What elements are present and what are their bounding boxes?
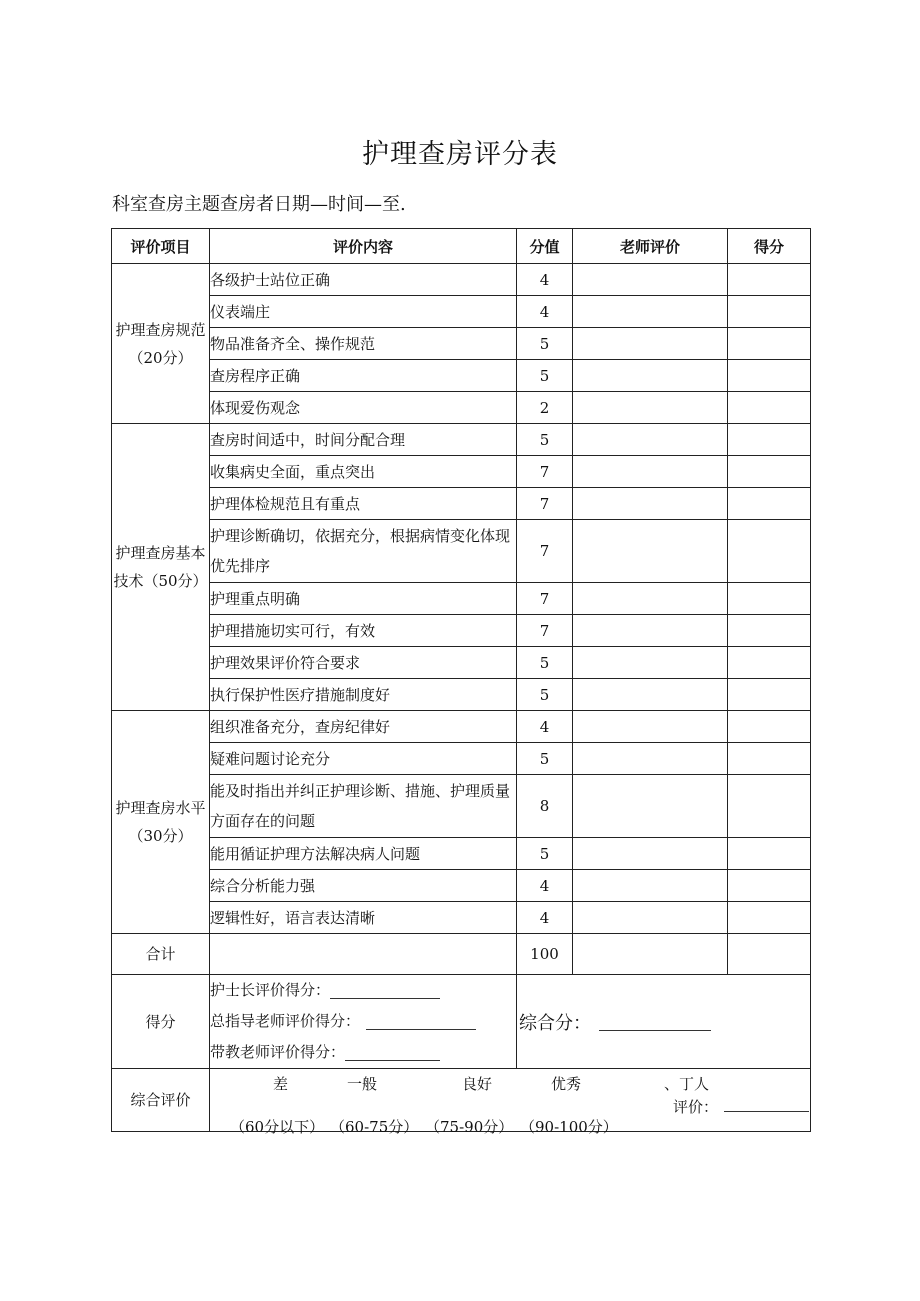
teacher-eval-cell[interactable] xyxy=(573,711,728,743)
header-content: 评价内容 xyxy=(210,229,517,264)
evaluation-blank[interactable] xyxy=(724,1097,809,1112)
range-good: （75-90分） xyxy=(425,1118,514,1136)
total-score-cell[interactable] xyxy=(728,934,811,975)
grade-excellent: 优秀 xyxy=(551,1075,582,1093)
score-cell[interactable] xyxy=(728,488,811,520)
evaluation-label: 评价： xyxy=(673,1098,719,1116)
range-excellent: （90-100分） xyxy=(520,1118,618,1136)
table-row xyxy=(112,838,811,870)
summary-cell xyxy=(210,1069,811,1136)
header-score: 得分 xyxy=(728,229,811,264)
head-nurse-label: 护士长评价得分： xyxy=(210,981,331,999)
item-content: 收集病史全面，重点突出 xyxy=(210,456,517,488)
item-content: 仪表端庄 xyxy=(210,296,517,328)
teacher-eval-cell[interactable] xyxy=(573,775,728,838)
item-points: 5 xyxy=(517,360,573,392)
score-cell[interactable] xyxy=(728,711,811,743)
item-points: 7 xyxy=(517,520,573,583)
item-content: 能用循证护理方法解决病人问题 xyxy=(210,838,517,870)
teacher-eval-cell[interactable] xyxy=(573,424,728,456)
item-content: 综合分析能力强 xyxy=(210,870,517,902)
table-row xyxy=(112,520,811,583)
teacher-eval-cell[interactable] xyxy=(573,679,728,711)
teacher-eval-cell[interactable] xyxy=(573,647,728,679)
teacher-eval-cell[interactable] xyxy=(573,264,728,296)
item-points: 4 xyxy=(517,902,573,934)
summary-label: 综合评价 xyxy=(112,1069,210,1132)
item-content: 查房程序正确 xyxy=(210,360,517,392)
grade-poor: 差 xyxy=(273,1075,289,1093)
score-cell[interactable] xyxy=(728,583,811,615)
teacher-eval-cell[interactable] xyxy=(573,615,728,647)
item-content: 查房时间适中，时间分配合理 xyxy=(210,424,517,456)
score-label: 得分 xyxy=(112,975,210,1069)
teacher-eval-cell[interactable] xyxy=(573,902,728,934)
item-points: 5 xyxy=(517,679,573,711)
score-cell[interactable] xyxy=(728,424,811,456)
total-label: 合计 xyxy=(112,934,210,975)
total-points: 100 xyxy=(517,934,573,975)
head-nurse-line xyxy=(210,975,516,1006)
table-row xyxy=(112,488,811,520)
item-points: 7 xyxy=(517,615,573,647)
header-category: 评价项目 xyxy=(112,229,210,264)
teacher-eval-cell[interactable] xyxy=(573,488,728,520)
score-cell[interactable] xyxy=(728,870,811,902)
teaching-teacher-blank[interactable] xyxy=(345,1046,440,1061)
item-content: 疑难问题讨论充分 xyxy=(210,743,517,775)
teacher-eval-cell[interactable] xyxy=(573,838,728,870)
score-cell[interactable] xyxy=(728,775,811,838)
table-row xyxy=(112,870,811,902)
item-points: 8 xyxy=(517,775,573,838)
table-row xyxy=(112,775,811,838)
item-content: 护理重点明确 xyxy=(210,583,517,615)
composite-blank[interactable] xyxy=(599,1016,711,1031)
page-title: 护理查房评分表 xyxy=(362,139,558,170)
item-points: 4 xyxy=(517,264,573,296)
item-points: 4 xyxy=(517,870,573,902)
score-row xyxy=(112,975,811,1069)
item-content: 护理效果评价符合要求 xyxy=(210,647,517,679)
scoring-table xyxy=(111,228,811,1136)
teacher-eval-cell[interactable] xyxy=(573,743,728,775)
item-content: 体现爱伤观念 xyxy=(210,392,517,424)
teacher-eval-cell[interactable] xyxy=(573,328,728,360)
table-row xyxy=(112,328,811,360)
item-points: 5 xyxy=(517,743,573,775)
grade-good: 良好 xyxy=(462,1075,493,1093)
item-points: 4 xyxy=(517,711,573,743)
item-content: 护理体检规范且有重点 xyxy=(210,488,517,520)
score-cell[interactable] xyxy=(728,392,811,424)
score-breakdown xyxy=(210,975,517,1069)
score-cell[interactable] xyxy=(728,647,811,679)
summary-row xyxy=(112,1069,811,1132)
composite-score-cell xyxy=(517,975,811,1069)
table-row xyxy=(112,296,811,328)
score-cell[interactable] xyxy=(728,360,811,392)
item-content: 护理措施切实可行，有效 xyxy=(210,615,517,647)
item-points: 5 xyxy=(517,838,573,870)
score-cell[interactable] xyxy=(728,328,811,360)
header-points: 分值 xyxy=(517,229,573,264)
table-row xyxy=(112,392,811,424)
chief-teacher-blank[interactable] xyxy=(366,1015,476,1030)
total-row xyxy=(112,934,811,975)
item-content: 物品准备齐全、操作规范 xyxy=(210,328,517,360)
item-content: 执行保护性医疗措施制度好 xyxy=(210,679,517,711)
table-row xyxy=(112,456,811,488)
table-row xyxy=(112,360,811,392)
item-points: 2 xyxy=(517,392,573,424)
item-points: 7 xyxy=(517,583,573,615)
teacher-eval-cell[interactable] xyxy=(573,360,728,392)
score-cell[interactable] xyxy=(728,743,811,775)
table-row xyxy=(112,583,811,615)
item-content: 组织准备充分，查房纪律好 xyxy=(210,711,517,743)
form-subtitle: 科室查房主题查房者日期—时间—至. xyxy=(112,194,406,215)
table-row xyxy=(112,647,811,679)
category-cell: 护理查房规范（20分） xyxy=(112,264,210,424)
teacher-eval-cell[interactable] xyxy=(573,583,728,615)
score-cell[interactable] xyxy=(728,902,811,934)
item-points: 7 xyxy=(517,488,573,520)
range-poor: （60分以下） xyxy=(230,1118,325,1136)
category-cell: 护理查房水平（30分） xyxy=(112,711,210,934)
item-content: 各级护士站位正确 xyxy=(210,264,517,296)
chief-teacher-label: 总指导老师评价得分： xyxy=(210,1012,361,1030)
teacher-eval-cell[interactable] xyxy=(573,520,728,583)
item-points: 4 xyxy=(517,296,573,328)
score-cell[interactable] xyxy=(728,615,811,647)
item-content: 护理诊断确切，依据充分，根据病情变化体现优先排序 xyxy=(210,520,517,583)
grade-average: 一般 xyxy=(347,1075,378,1093)
total-teacher-eval-cell[interactable] xyxy=(573,934,728,975)
table-row xyxy=(112,424,811,456)
item-content: 逻辑性好，语言表达清晰 xyxy=(210,902,517,934)
category-cell: 护理查房基本技术（50分） xyxy=(112,424,210,711)
item-points: 5 xyxy=(517,647,573,679)
teacher-eval-cell[interactable] xyxy=(573,870,728,902)
score-cell[interactable] xyxy=(728,296,811,328)
table-row xyxy=(112,679,811,711)
total-content-cell xyxy=(210,934,517,975)
teacher-eval-cell[interactable] xyxy=(573,392,728,424)
range-average: （60-75分） xyxy=(330,1118,419,1136)
header-teacher-eval: 老师评价 xyxy=(573,229,728,264)
table-row xyxy=(112,711,811,743)
table-row xyxy=(112,264,811,296)
table-row xyxy=(112,743,811,775)
score-cell[interactable] xyxy=(728,838,811,870)
item-points: 5 xyxy=(517,328,573,360)
teaching-teacher-label: 带教老师评价得分： xyxy=(210,1043,346,1061)
teacher-eval-cell[interactable] xyxy=(573,296,728,328)
table-row xyxy=(112,902,811,934)
evaluator-label: 、丁人 xyxy=(664,1075,710,1093)
teacher-eval-cell[interactable] xyxy=(573,456,728,488)
teaching-teacher-line xyxy=(210,1037,516,1068)
item-content: 能及时指出并纠正护理诊断、措施、护理质量方面存在的问题 xyxy=(210,775,517,838)
score-cell[interactable] xyxy=(728,520,811,583)
score-cell[interactable] xyxy=(728,264,811,296)
composite-label: 综合分： xyxy=(519,1012,591,1034)
chief-teacher-line xyxy=(210,1006,516,1037)
head-nurse-blank[interactable] xyxy=(330,984,440,999)
score-cell[interactable] xyxy=(728,456,811,488)
score-cell[interactable] xyxy=(728,679,811,711)
item-points: 7 xyxy=(517,456,573,488)
item-points: 5 xyxy=(517,424,573,456)
table-row xyxy=(112,615,811,647)
